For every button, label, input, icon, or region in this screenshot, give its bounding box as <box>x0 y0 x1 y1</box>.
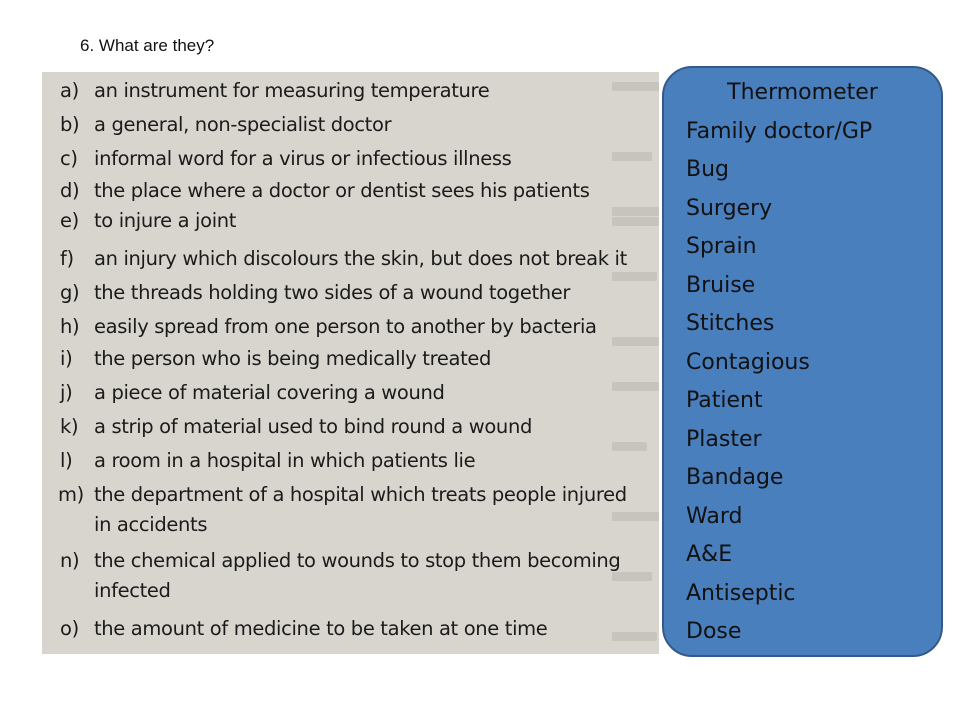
definition-text: the chemical applied to wounds to stop them becoming <box>94 549 621 572</box>
definition-text: the amount of medicine to be taken at one time <box>94 617 548 640</box>
definition-letter: b) <box>60 113 80 136</box>
answer-item: Plaster <box>686 427 762 452</box>
definition-letter: d) <box>60 179 80 202</box>
definition-letter: g) <box>60 281 80 304</box>
definition-letter: i) <box>60 347 73 370</box>
answer-item: Contagious <box>686 350 810 375</box>
answer-item: Ward <box>686 504 743 529</box>
definition-letter: h) <box>60 315 80 338</box>
definition-letter: e) <box>60 209 79 232</box>
answer-item: Bug <box>686 157 730 182</box>
answer-item: Stitches <box>686 311 775 336</box>
answer-item: Patient <box>686 388 763 413</box>
definition-text: an injury which discolours the skin, but does not break it <box>94 247 627 270</box>
answer-item: Family doctor/GP <box>686 119 873 144</box>
answer-item: Bruise <box>686 273 756 298</box>
definition-letter: m) <box>58 483 84 506</box>
answer-item: Dose <box>686 619 742 644</box>
definition-text: easily spread from one person to another by bacteria <box>94 315 597 338</box>
definition-continuation: in accidents <box>94 513 208 536</box>
answer-item: A&E <box>686 542 733 567</box>
answers-box <box>662 66 943 657</box>
definition-text: a general, non-specialist doctor <box>94 113 392 136</box>
definition-text: informal word for a virus or infectious illness <box>94 147 512 170</box>
definition-letter: a) <box>60 79 79 102</box>
definition-letter: n) <box>60 549 80 572</box>
definition-text: an instrument for measuring temperature <box>94 79 490 102</box>
definition-text: a piece of material covering a wound <box>94 381 445 404</box>
answer-title: Thermometer <box>727 80 878 105</box>
slide-heading: 6. What are they? <box>80 36 215 55</box>
definition-text: the place where a doctor or dentist sees his patients <box>94 179 590 202</box>
definition-letter: j) <box>60 381 73 404</box>
definition-text: a room in a hospital in which patients lie <box>94 449 476 472</box>
definition-letter: l) <box>60 449 73 472</box>
definition-letter: k) <box>60 415 79 438</box>
definition-text: the person who is being medically treated <box>94 347 492 370</box>
definition-text: to injure a joint <box>94 209 237 232</box>
answer-item: Bandage <box>686 465 784 490</box>
definition-text: the threads holding two sides of a wound together <box>94 281 571 304</box>
answer-item: Surgery <box>686 196 773 221</box>
definition-letter: c) <box>60 147 78 170</box>
definitions-scan <box>42 72 659 654</box>
definition-continuation: infected <box>94 579 171 602</box>
definition-letter: f) <box>60 247 74 270</box>
definition-letter: o) <box>60 617 79 640</box>
definition-text: the department of a hospital which treats people injured <box>94 483 627 506</box>
answer-item: Antiseptic <box>686 581 796 606</box>
definition-text: a strip of material used to bind round a wound <box>94 415 532 438</box>
answer-item: Sprain <box>686 234 757 259</box>
